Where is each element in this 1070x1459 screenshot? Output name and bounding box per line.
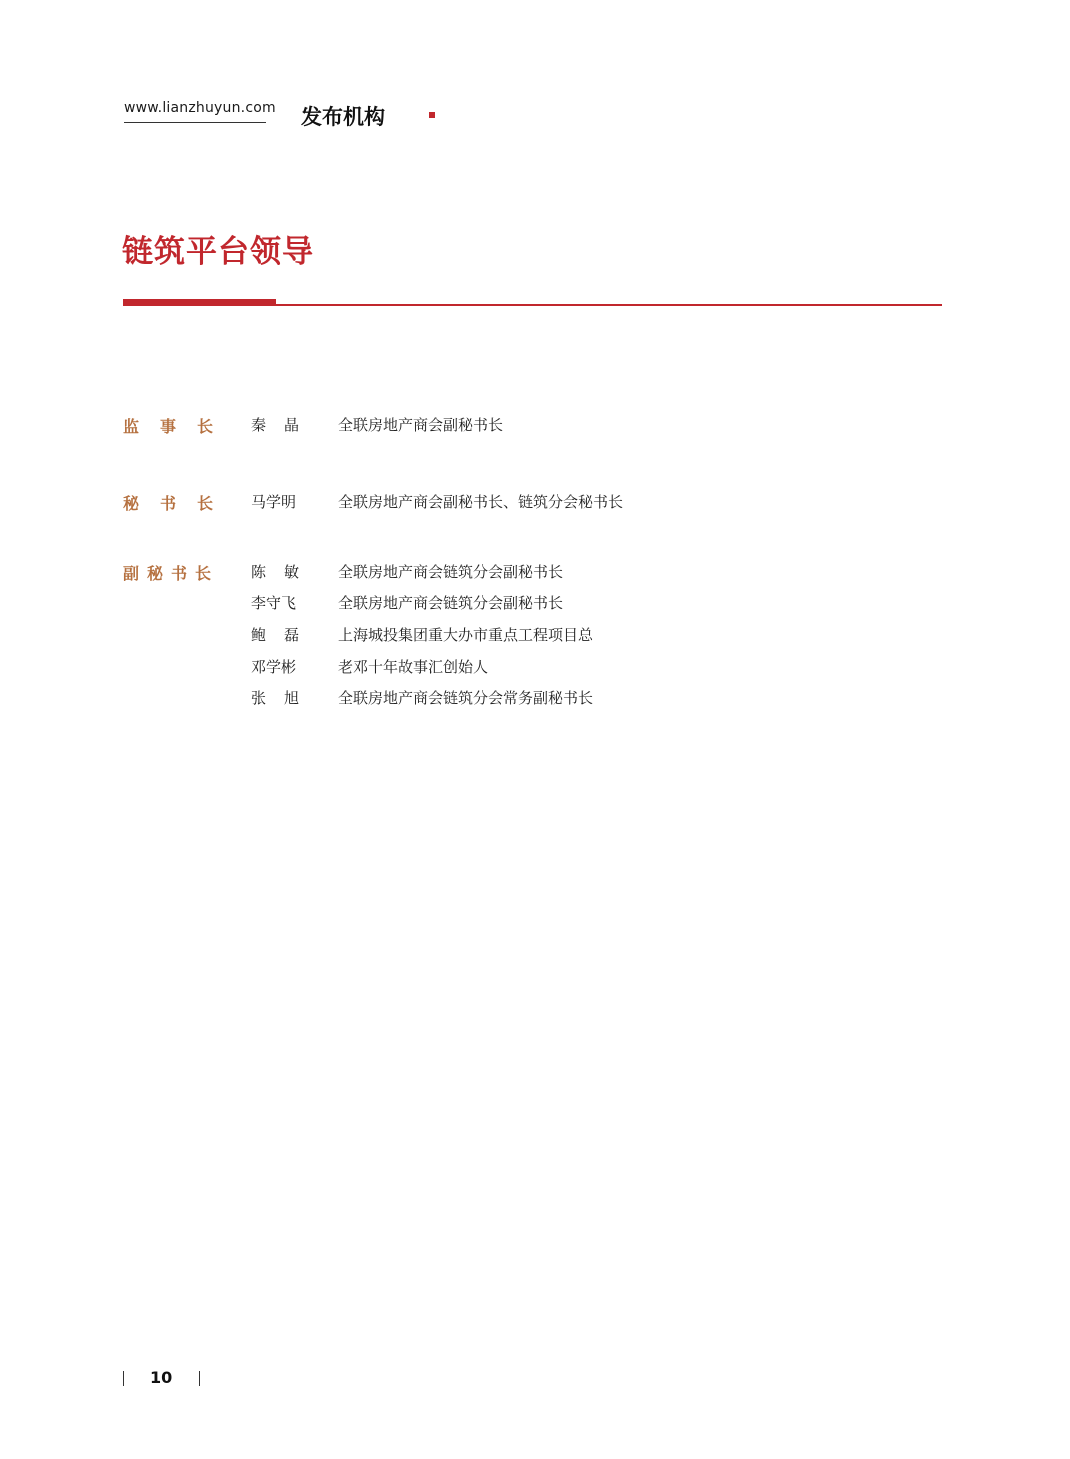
member-row (0, 491, 1070, 515)
member-name-char: 李守飞 (251, 594, 297, 612)
member-row (0, 561, 1070, 585)
member-name-char: 邓学彬 (251, 658, 297, 676)
member-name (251, 687, 299, 708)
site-url[interactable]: www.lianzhuyun.com (124, 100, 266, 123)
member-row (0, 687, 1070, 711)
member-name-char: 马学明 (251, 493, 297, 511)
member-title: 全联房地产商会链筑分会副秘书长 (338, 594, 564, 612)
member-name-char: 晶 (283, 416, 299, 434)
page-title: 链筑平台领导 (122, 234, 314, 270)
member-name (251, 491, 299, 512)
member-row (0, 656, 1070, 680)
member-name (251, 561, 299, 582)
section-name: 发布机构 (301, 105, 385, 129)
role-char: 事 (159, 417, 176, 436)
member-row (0, 414, 1070, 438)
role-char: 长 (196, 417, 213, 436)
role-char: 副 (123, 564, 140, 583)
role-char: 秘 (146, 564, 163, 583)
member-title: 全联房地产商会副秘书长、链筑分会秘书长 (338, 493, 624, 511)
role-char: 长 (194, 564, 211, 583)
member-title: 老邓十年故事汇创始人 (338, 658, 489, 676)
header-marker (429, 112, 435, 118)
role-char: 监 (123, 417, 140, 436)
member-title: 上海城投集团重大办市重点工程项目总 (338, 626, 594, 644)
member-title: 全联房地产商会链筑分会常务副秘书长 (338, 689, 594, 707)
role-char: 书 (170, 564, 187, 583)
role-char: 长 (196, 494, 213, 513)
member-title: 全联房地产商会链筑分会副秘书长 (338, 563, 564, 581)
member-name-char: 陈 (251, 563, 267, 581)
title-underline-accent (123, 299, 276, 306)
member-name (251, 592, 299, 613)
member-row (0, 592, 1070, 616)
role-char: 秘 (123, 494, 140, 513)
member-name (251, 414, 299, 435)
member-name-char: 鲍 (251, 626, 267, 644)
member-name-char: 秦 (251, 416, 267, 434)
member-name (251, 656, 299, 677)
page-number: 10 (150, 1368, 173, 1387)
member-name-char: 旭 (283, 689, 299, 707)
role-char: 书 (159, 494, 176, 513)
footer-divider-right (199, 1371, 200, 1386)
page-footer (123, 1368, 203, 1390)
member-row (0, 624, 1070, 648)
member-title: 全联房地产商会副秘书长 (338, 416, 504, 434)
footer-divider-left (123, 1371, 124, 1386)
member-name-char: 磊 (283, 626, 299, 644)
member-name-char: 张 (251, 689, 267, 707)
member-name-char: 敏 (283, 563, 299, 581)
member-name (251, 624, 299, 645)
